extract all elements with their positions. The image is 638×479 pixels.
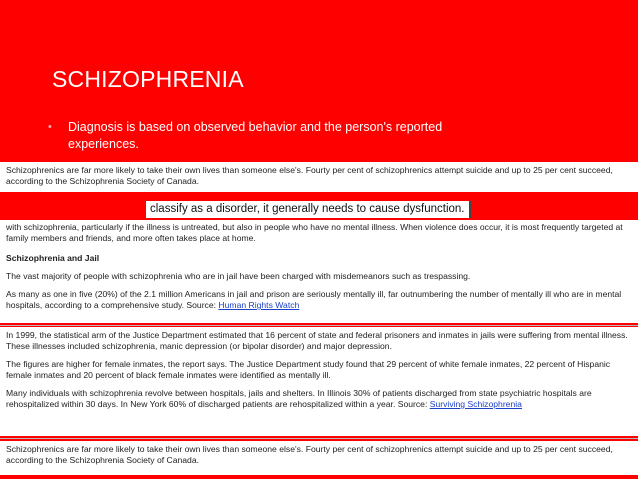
source-link-surviving-schizophrenia[interactable]: Surviving Schizophrenia: [429, 399, 522, 409]
clipping-paragraph: with schizophrenia, particularly if the illness is untreated, but also in people who have no mental illness. When violence does occur, it is most frequently targeted at family members and friends, and more often takes place at home.: [6, 222, 623, 243]
clipping-paragraph-with-source: [6, 289, 632, 311]
slide-title: SCHIZOPHRENIA: [52, 66, 244, 92]
highlighted-quote: classify as a disorder, it generally needs to cause dysfunction.: [146, 201, 471, 218]
clipping-paragraph: Schizophrenics are far more likely to take their own lives than someone else's. Fourty per cent of schizophrenics attempt suicide and up to 25 per cent succeed, according to the Schizophrenia Society of Canada.: [6, 165, 613, 186]
text-clipping-suicide-repeat: [0, 441, 638, 475]
source-link-human-rights-watch[interactable]: Human Rights Watch: [218, 300, 300, 310]
clipping-paragraph: The figures are higher for female inmates, the report says. The Justice Department study found that 29 percent of white female inmates, 22 percent of Hispanic female inmates and 20 percent of black female inmates were identified as mentally ill.: [6, 359, 611, 380]
paragraph-text: Many individuals with schizophrenia revolve between hospitals, jails and shelters. In Illinois 30% of patients discharged from state psychiatric hospitals are rehospitalized within 30 days. In New York 60% of discharged patients are rehospitalized within a year. Source:: [6, 388, 592, 409]
clipping-paragraph: In 1999, the statistical arm of the Justice Department estimated that 16 percent of state and federal prisoners and inmates in jails were suffering from mental illness. These illnesses included schizophrenia, manic depression (or bipolar disorder) and major depression.: [6, 330, 628, 351]
text-clipping-jail: [0, 220, 638, 323]
section-heading: Schizophrenia and Jail: [6, 253, 100, 263]
bullet-dot-icon: •: [48, 121, 52, 133]
divider: [0, 438, 638, 439]
clipping-paragraph: Schizophrenics are far more likely to take their own lives than someone else's. Fourty per cent of schizophrenics attempt suicide and up to 25 per cent succeed, according to the Schizophrenia Society of Canada.: [6, 444, 613, 465]
bullet-text: Diagnosis is based on observed behavior and the person's reported experiences.: [68, 120, 443, 151]
text-clipping-justice-dept: [0, 327, 638, 436]
text-clipping-suicide: [0, 162, 638, 192]
bullet-point: [48, 119, 488, 153]
clipping-paragraph-with-source: [6, 388, 632, 410]
divider: [0, 325, 638, 326]
paragraph-text: As many as one in five (20%) of the 2.1 million Americans in jail and prison are seriously mentally ill, far outnumbering the number of mentally ill who are in mental hospitals, according to a comprehensive study. Source:: [6, 289, 622, 310]
clipping-paragraph: The vast majority of people with schizophrenia who are in jail have been charged with misdemeanors such as trespassing.: [6, 271, 471, 281]
